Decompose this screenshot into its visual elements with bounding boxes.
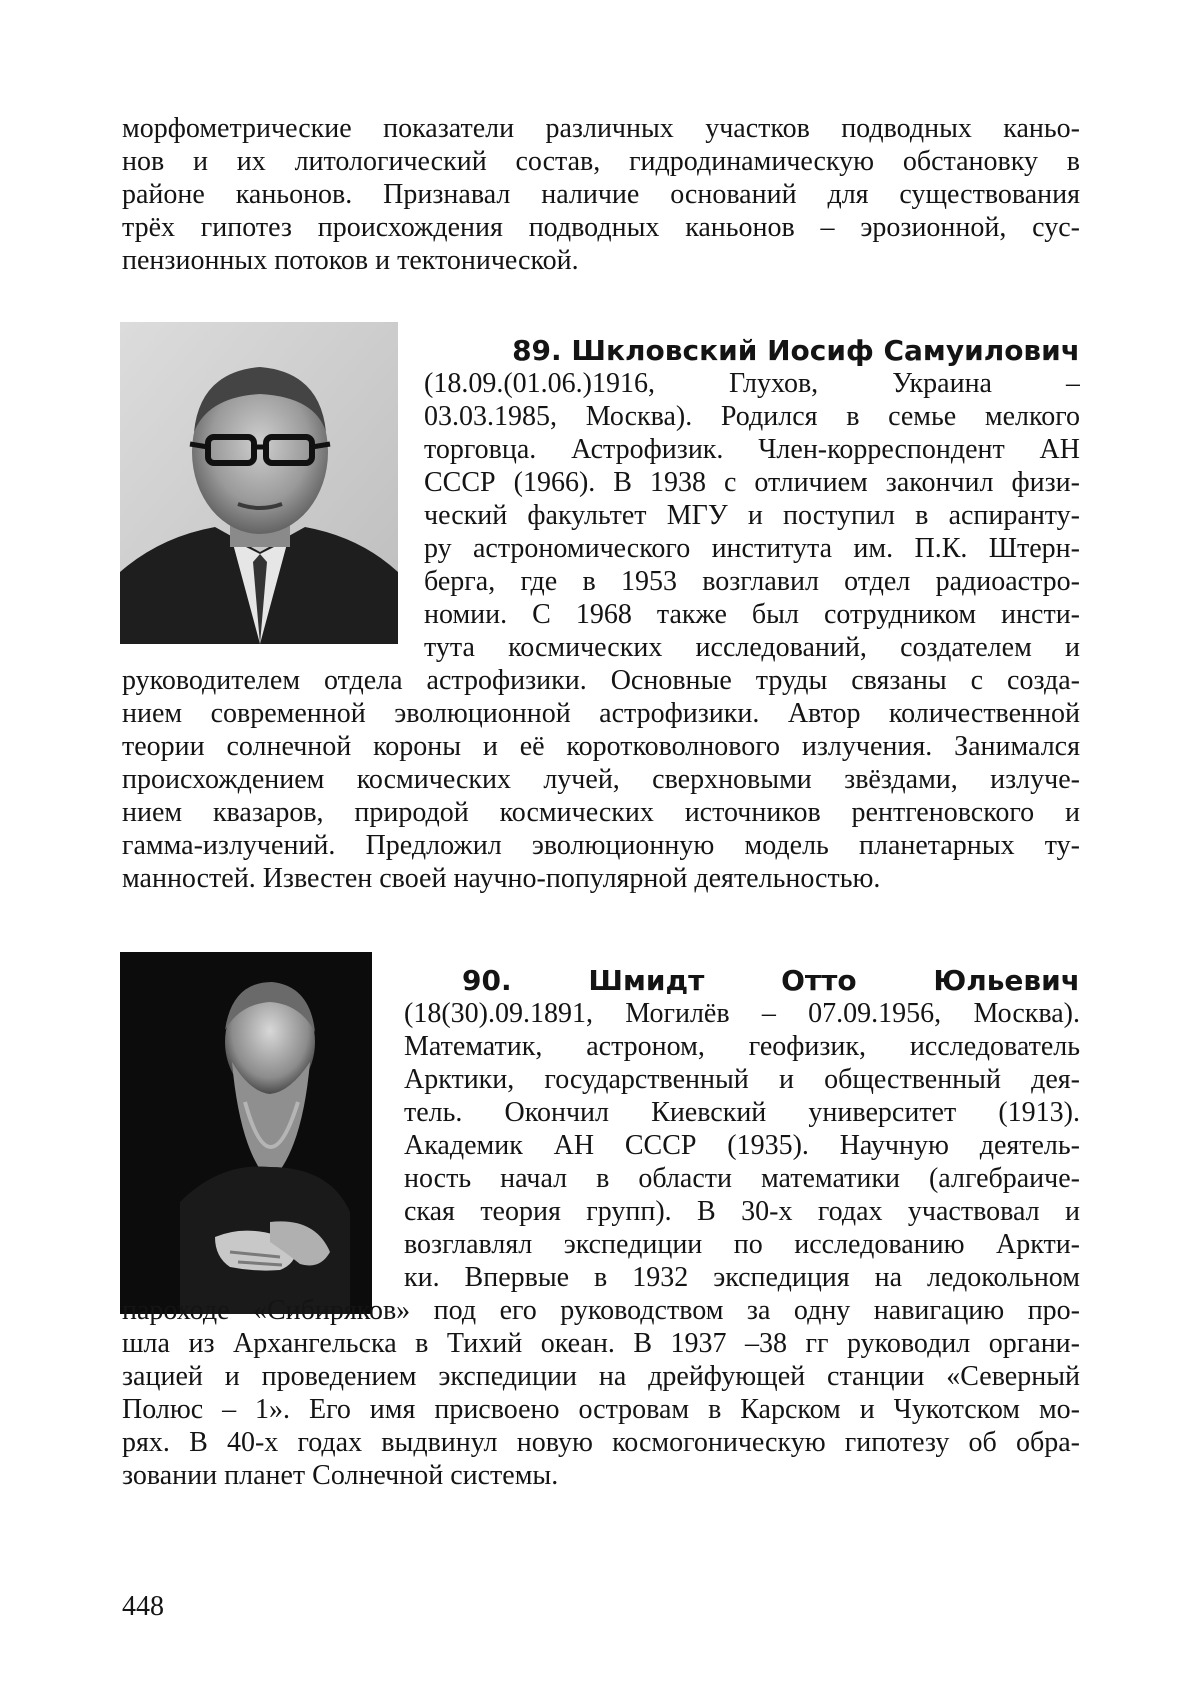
text-line: гамма-излучений. Предложил эволюционную модель планетарных ту-	[122, 830, 1080, 861]
text-line: Арктики, государственный и общественный дея-	[404, 1064, 1080, 1095]
text-line: теории солнечной короны и её коротковолнового излучения. Занимался	[122, 731, 1080, 762]
text-line: тель. Окончил Киевский университет (1913).	[404, 1097, 1080, 1128]
entry-89-full-text	[122, 664, 1080, 895]
text-line: берга, где в 1953 возглавил отдел радиоастро-	[424, 566, 1080, 597]
text-line: 03.03.1985, Москва). Родился в семье мелкого	[424, 401, 1080, 432]
entry-heading-number: 90.	[462, 964, 512, 997]
portrait-photo-shklovsky	[120, 322, 398, 644]
text-line: руководителем отдела астрофизики. Основные труды связаны с созда-	[122, 665, 1080, 696]
entry-90-side-text	[404, 997, 1080, 1294]
page-number: 448	[122, 1591, 164, 1622]
text-line: СССР (1966). В 1938 с отличием закончил физи-	[424, 467, 1080, 498]
text-line: трёх гипотез происхождения подводных каньонов – эрозионной, сус-	[122, 212, 1080, 243]
text-line: шла из Архангельска в Тихий океан. В 1937 –38 гг руководил органи-	[122, 1328, 1080, 1359]
portrait-photo-schmidt	[120, 952, 372, 1314]
text-line: пензионных потоков и тектонической.	[122, 245, 579, 276]
entry-90-full-text	[122, 1294, 1080, 1492]
entry-heading-89	[424, 334, 1080, 367]
text-line: пароходе «Сибиряков» под его руководством за одну навигацию про-	[122, 1295, 1080, 1326]
text-line: морфометрические показатели различных участков подводных каньо-	[122, 113, 1080, 144]
entry-89-side-text	[424, 367, 1080, 664]
entry-heading-patronymic: Юльевич	[933, 964, 1080, 997]
entry-heading-surname: Шмидт	[588, 964, 705, 997]
text-line: тута космических исследований, создателем и	[424, 632, 1080, 663]
text-line: ческий факультет МГУ и поступил в аспиранту-	[424, 500, 1080, 531]
text-line: рях. В 40-х годах выдвинул новую космогоническую гипотезу об обра-	[122, 1427, 1080, 1458]
text-line: (18.09.(01.06.)1916, Глухов, Украина –	[424, 368, 1080, 399]
entry-heading-text: 89. Шкловский Иосиф Самуилович	[512, 334, 1080, 367]
text-line: Математик, астроном, геофизик, исследователь	[404, 1031, 1080, 1062]
text-line: Полюс – 1». Его имя присвоено островам в Карском и Чукотском мо-	[122, 1394, 1080, 1425]
entry-heading-name: Отто	[781, 964, 857, 997]
text-line: ру астрономического института им. П.К. Штерн-	[424, 533, 1080, 564]
text-line: (18(30).09.1891, Могилёв – 07.09.1956, Москва).	[404, 998, 1080, 1029]
entry-heading-90	[462, 964, 1080, 997]
text-line: Академик АН СССР (1935). Научную деятель-	[404, 1130, 1080, 1161]
text-line: зацией и проведением экспедиции на дрейфующей станции «Северный	[122, 1361, 1080, 1392]
text-line: зовании планет Солнечной системы.	[122, 1460, 559, 1491]
text-line: нием квазаров, природой космических источников рентгеновского и	[122, 797, 1080, 828]
text-line: номии. С 1968 также был сотрудником инсти-	[424, 599, 1080, 630]
text-line: ки. Впервые в 1932 экспедиция на ледокольном	[404, 1262, 1080, 1293]
intro-paragraph	[122, 112, 1080, 277]
portrait-image	[120, 322, 398, 644]
text-line: возглавлял экспедиции по исследованию Аркти-	[404, 1229, 1080, 1260]
text-line: происхождением космических лучей, сверхновыми звёздами, излуче-	[122, 764, 1080, 795]
text-line: ность начал в области математики (алгебраиче-	[404, 1163, 1080, 1194]
text-line: торговца. Астрофизик. Член-корреспондент АН	[424, 434, 1080, 465]
portrait-image	[120, 952, 372, 1314]
text-line: нов и их литологический состав, гидродинамическую обстановку в	[122, 146, 1080, 177]
text-line: ская теория групп). В 30-х годах участвовал и	[404, 1196, 1080, 1227]
text-line: нием современной эволюционной астрофизики. Автор количественной	[122, 698, 1080, 729]
text-line: районе каньонов. Признавал наличие оснований для существования	[122, 179, 1080, 210]
text-line: манностей. Известен своей научно-популярной деятельностью.	[122, 863, 881, 894]
